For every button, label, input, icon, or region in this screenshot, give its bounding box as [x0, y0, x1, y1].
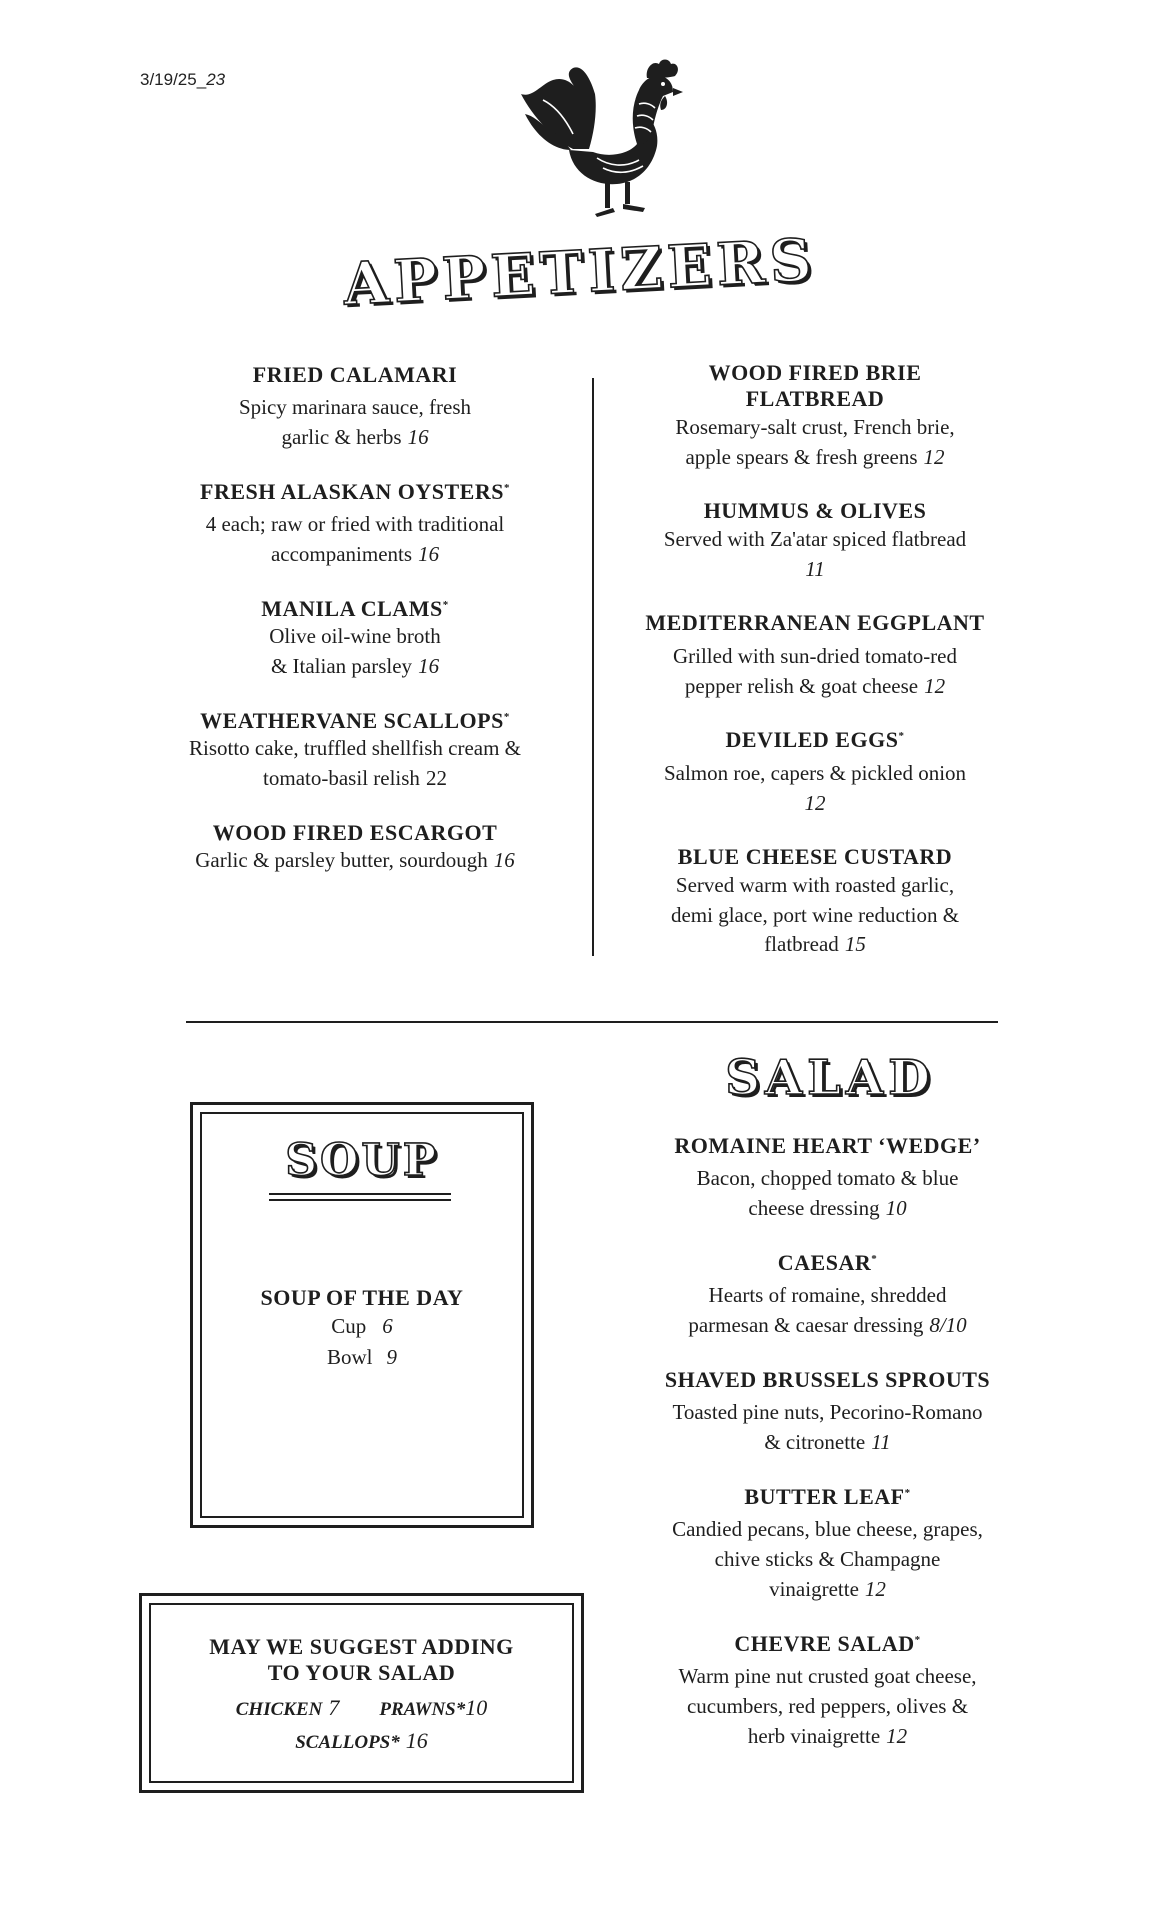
item-price: 12 [923, 444, 945, 469]
column-divider [592, 378, 594, 956]
menu-item [615, 727, 1015, 818]
salad-title: SALAD [725, 1050, 935, 1106]
menu-edition: 23 [206, 70, 226, 89]
item-price: 12 [864, 1577, 886, 1602]
item-description: Rosemary-salt crust, French brie, apple spears & fresh greens 12 [675, 414, 955, 469]
item-price: 8/10 [929, 1313, 967, 1338]
item-description: Olive oil-wine broth & Italian parsley 16 [269, 624, 441, 679]
item-description: Spicy marinara sauce, fresh garlic & herbs 16 [238, 395, 472, 450]
menu-date: 3/19/25_23 [140, 70, 226, 89]
item-price: 9 [386, 1344, 397, 1369]
addons-line: SCALLOPS* 16 [295, 1728, 428, 1754]
item-description: 4 each; raw or fried with traditional accompaniments 16 [205, 512, 505, 567]
item-name: HUMMUS & OLIVES [703, 498, 927, 524]
menu-item [630, 1133, 1025, 1224]
item-price: 12 [804, 790, 826, 815]
menu-item [630, 1367, 1025, 1458]
item-price: 10 [885, 1196, 907, 1221]
item-description: Grilled with sun-dried tomato-red pepper relish & goat cheese 12 [672, 643, 957, 698]
item-description: Candied pecans, blue cheese, grapes, chive sticks & Champagne vinaigrette 12 [672, 1517, 983, 1602]
item-price: 22 [425, 766, 447, 791]
rooster-icon [513, 54, 683, 219]
menu-item [615, 610, 1015, 701]
salad-addons-box [139, 1593, 584, 1793]
item-name: BLUE CHEESE CUSTARD [677, 844, 953, 870]
item-name: WEATHERVANE SCALLOPS* [200, 708, 510, 734]
menu-item [150, 708, 560, 794]
item-description: Toasted pine nuts, Pecorino-Romano & citronette 11 [672, 1400, 983, 1455]
item-price: 16 [418, 654, 440, 679]
item-price: 15 [844, 932, 866, 957]
item-description: Served warm with roasted garlic, demi glace, port wine reduction & flatbread 15 [670, 872, 960, 957]
menu-item [150, 362, 560, 453]
item-price: 12 [924, 673, 946, 698]
item-description: Salmon roe, capers & pickled onion 12 [663, 760, 967, 815]
menu-item [150, 820, 560, 876]
item-description: Warm pine nut crusted goat cheese, cucumbers, red peppers, olives & herb vinaigrette 12 [678, 1664, 977, 1748]
menu-item [630, 1250, 1025, 1341]
soup-title: SOUP [285, 1135, 439, 1186]
item-price: 11 [805, 556, 825, 581]
addons-heading: MAY WE SUGGEST ADDING [209, 1634, 514, 1659]
menu-item [150, 596, 560, 682]
item-description: Served with Za'atar spiced flatbread 11 [663, 526, 967, 581]
item-price: 16 [418, 542, 440, 567]
item-price: 16 [407, 425, 429, 450]
soup-title-rule [269, 1199, 451, 1201]
item-description: Hearts of romaine, shredded parmesan & caesar dressing 8/10 [688, 1283, 967, 1338]
item-name: CHEVRE SALAD* [734, 1630, 921, 1656]
appetizers-left-column [150, 362, 560, 902]
menu-item [615, 498, 1015, 584]
item-price: 6 [382, 1314, 393, 1339]
item-name: FRESH ALASKAN OYSTERS* [200, 479, 510, 505]
soup-item [193, 1285, 531, 1372]
appetizers-title: APPETIZERS [341, 225, 819, 319]
item-description: Garlic & parsley butter, sourdough 16 [195, 848, 515, 873]
salad-column [630, 1133, 1025, 1778]
item-price: 11 [871, 1430, 891, 1455]
soup-bowl: Bowl 9 [326, 1344, 397, 1369]
item-name: WOOD FIRED ESCARGOT [212, 820, 498, 846]
menu-item [630, 1631, 1025, 1752]
addon-price: 16 [405, 1728, 428, 1754]
item-name: FRIED CALAMARI [252, 362, 458, 387]
item-price: 16 [493, 848, 515, 873]
addons-heading: TO YOUR SALAD [267, 1660, 456, 1686]
addon-price: 10 [465, 1694, 488, 1720]
item-name: ROMAINE HEART ‘WEDGE’ [674, 1133, 981, 1158]
menu-item [615, 360, 1015, 472]
appetizers-right-column [615, 360, 1015, 986]
section-divider [186, 1021, 998, 1023]
item-name: BUTTER LEAF* [744, 1484, 911, 1510]
soup-box [190, 1102, 534, 1528]
menu-item [150, 479, 560, 570]
item-name: DEVILED EGGS* [725, 727, 905, 753]
item-description: Bacon, chopped tomato & blue cheese dressing 10 [696, 1166, 959, 1221]
soup-cup: Cup 6 [331, 1314, 393, 1339]
soup-title-rule [269, 1193, 451, 1195]
item-name: SHAVED BRUSSELS SPROUTS [664, 1367, 991, 1393]
addon-price: 7 [328, 1694, 340, 1720]
item-name: CAESAR* [777, 1250, 878, 1276]
menu-item [630, 1484, 1025, 1605]
item-name: MEDITERRANEAN EGGPLANT [645, 610, 985, 636]
item-price: 12 [886, 1723, 908, 1748]
item-name: MANILA CLAMS* [261, 596, 449, 622]
addons-line: CHICKEN 7 PRAWNS*10 [235, 1694, 488, 1720]
item-description: Risotto cake, truffled shellfish cream & tomato-basil relish 22 [188, 736, 522, 791]
item-name: WOOD FIRED BRIE FLATBREAD [708, 360, 922, 412]
item-name: SOUP OF THE DAY [260, 1285, 464, 1310]
menu-item [615, 844, 1015, 960]
